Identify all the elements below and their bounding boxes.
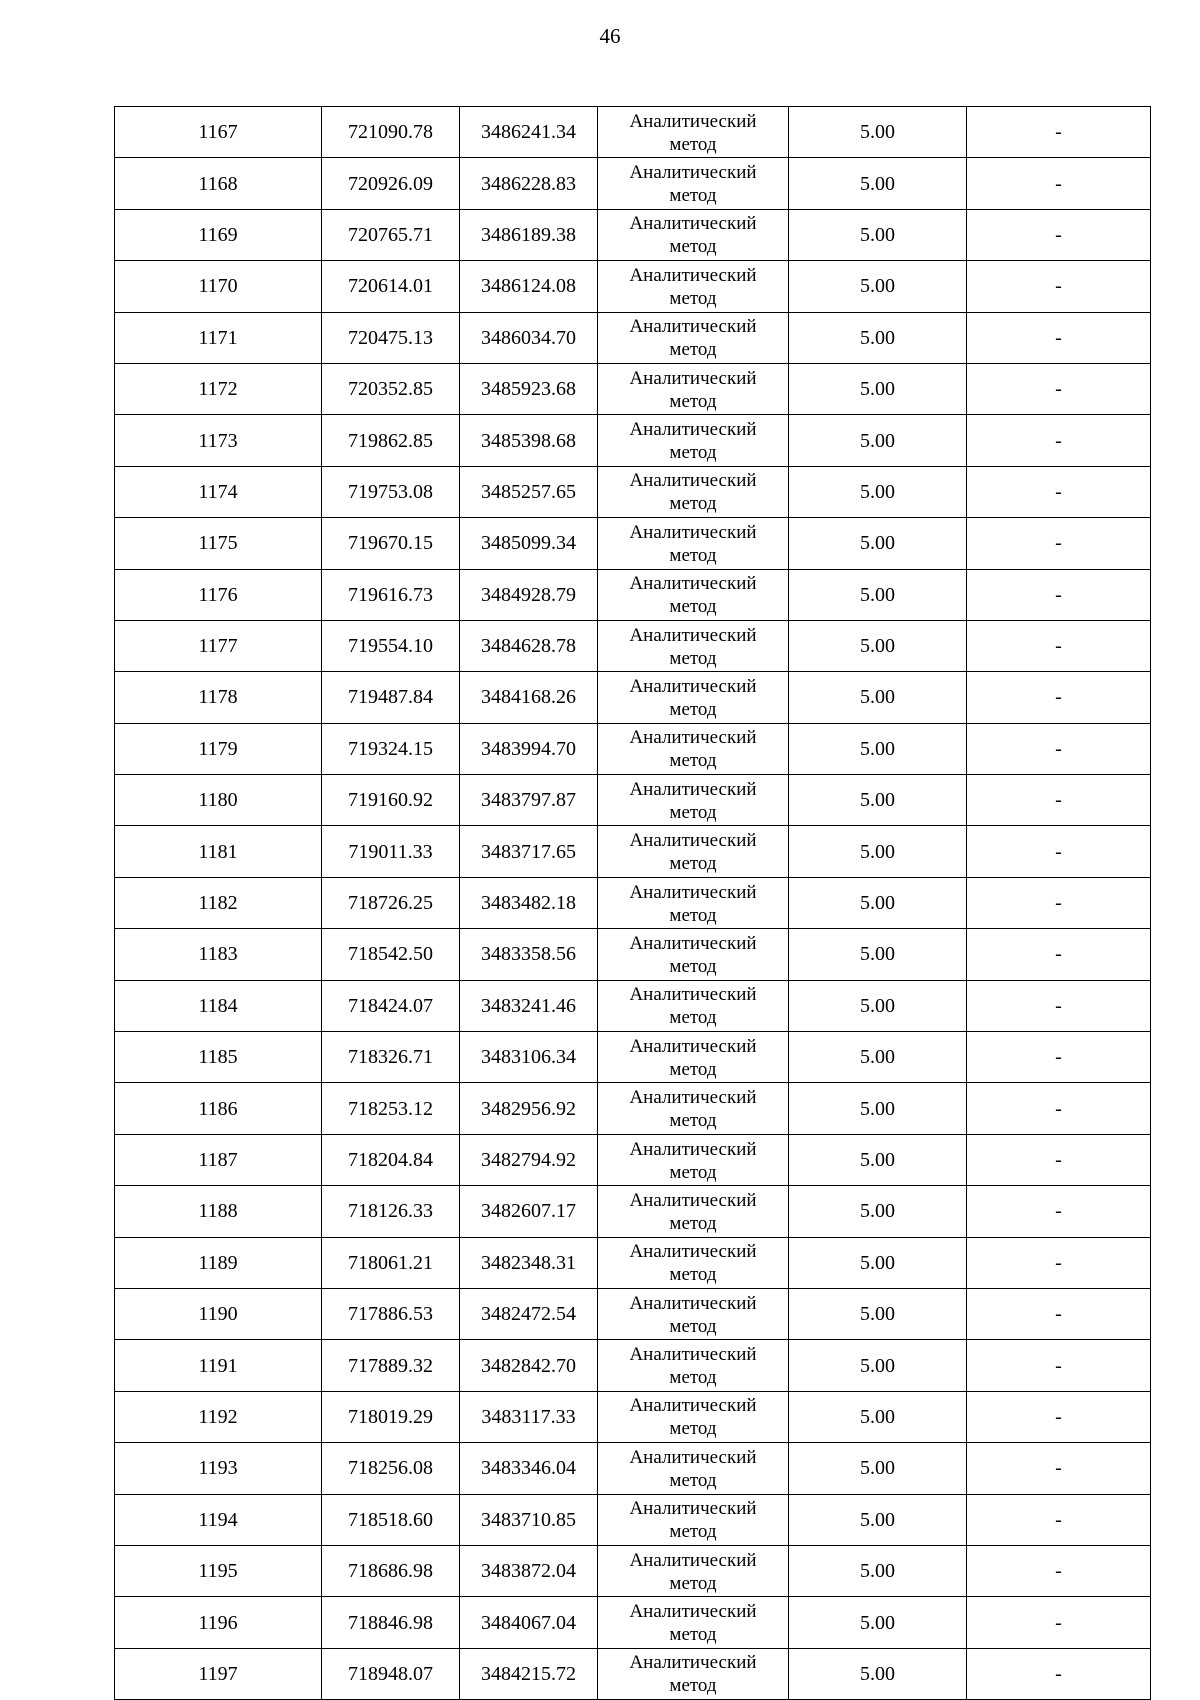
- table-row: [115, 1083, 1151, 1134]
- note-cell: -: [967, 1340, 1151, 1391]
- method-line: метод: [669, 1367, 717, 1389]
- table-row: [115, 466, 1151, 517]
- note-cell: -: [967, 1083, 1151, 1134]
- method-line: Аналитический: [629, 1138, 757, 1160]
- method-line: метод: [669, 133, 717, 155]
- table-row: [115, 312, 1151, 363]
- point-number-cell: 1171: [115, 312, 322, 363]
- method-cell: [598, 312, 789, 363]
- note-cell: -: [967, 826, 1151, 877]
- method-cell: [598, 261, 789, 312]
- method-line: Аналитический: [629, 624, 757, 646]
- method-line: метод: [669, 1624, 717, 1646]
- method-cell: [598, 1288, 789, 1339]
- table-row: [115, 261, 1151, 312]
- accuracy-cell: 5.00: [789, 620, 967, 671]
- table-row: [115, 1545, 1151, 1596]
- table-row: [115, 877, 1151, 928]
- method-line: Аналитический: [629, 110, 757, 132]
- point-number-cell: 1179: [115, 723, 322, 774]
- note-cell: -: [967, 107, 1151, 158]
- y-coordinate-cell: 3486189.38: [460, 209, 598, 260]
- point-number-cell: 1186: [115, 1083, 322, 1134]
- point-number-cell: 1169: [115, 209, 322, 260]
- x-coordinate-cell: 720926.09: [322, 158, 460, 209]
- accuracy-cell: 5.00: [789, 1186, 967, 1237]
- table-row: [115, 1648, 1151, 1699]
- method-cell: [598, 466, 789, 517]
- y-coordinate-cell: 3484928.79: [460, 569, 598, 620]
- y-coordinate-cell: 3483117.33: [460, 1391, 598, 1442]
- table-row: [115, 929, 1151, 980]
- method-line: метод: [669, 339, 717, 361]
- method-line: Аналитический: [629, 1652, 757, 1674]
- y-coordinate-cell: 3485923.68: [460, 363, 598, 414]
- y-coordinate-cell: 3483717.65: [460, 826, 598, 877]
- method-line: Аналитический: [629, 367, 757, 389]
- note-cell: -: [967, 1134, 1151, 1185]
- point-number-cell: 1194: [115, 1494, 322, 1545]
- point-number-cell: 1167: [115, 107, 322, 158]
- accuracy-cell: 5.00: [789, 1648, 967, 1699]
- y-coordinate-cell: 3484628.78: [460, 620, 598, 671]
- x-coordinate-cell: 719160.92: [322, 775, 460, 826]
- method-line: Аналитический: [629, 1446, 757, 1468]
- x-coordinate-cell: 717889.32: [322, 1340, 460, 1391]
- method-line: метод: [669, 1521, 717, 1543]
- method-cell: [598, 672, 789, 723]
- note-cell: -: [967, 1391, 1151, 1442]
- x-coordinate-cell: 720765.71: [322, 209, 460, 260]
- x-coordinate-cell: 718253.12: [322, 1083, 460, 1134]
- note-cell: -: [967, 261, 1151, 312]
- note-cell: -: [967, 1494, 1151, 1545]
- accuracy-cell: 5.00: [789, 569, 967, 620]
- method-line: метод: [669, 1675, 717, 1697]
- table-row: [115, 363, 1151, 414]
- y-coordinate-cell: 3482794.92: [460, 1134, 598, 1185]
- method-line: Аналитический: [629, 1087, 757, 1109]
- note-cell: -: [967, 1648, 1151, 1699]
- y-coordinate-cell: 3483994.70: [460, 723, 598, 774]
- x-coordinate-cell: 718542.50: [322, 929, 460, 980]
- method-cell: [598, 1237, 789, 1288]
- method-line: Аналитический: [629, 162, 757, 184]
- y-coordinate-cell: 3485398.68: [460, 415, 598, 466]
- accuracy-cell: 5.00: [789, 980, 967, 1031]
- method-line: метод: [669, 853, 717, 875]
- point-number-cell: 1176: [115, 569, 322, 620]
- method-line: Аналитический: [629, 830, 757, 852]
- point-number-cell: 1187: [115, 1134, 322, 1185]
- method-line: метод: [669, 955, 717, 977]
- x-coordinate-cell: 719011.33: [322, 826, 460, 877]
- coordinates-table: [114, 106, 1151, 1700]
- y-coordinate-cell: 3486241.34: [460, 107, 598, 158]
- accuracy-cell: 5.00: [789, 363, 967, 414]
- x-coordinate-cell: 718126.33: [322, 1186, 460, 1237]
- method-cell: [598, 1545, 789, 1596]
- method-cell: [598, 1648, 789, 1699]
- x-coordinate-cell: 718948.07: [322, 1648, 460, 1699]
- point-number-cell: 1174: [115, 466, 322, 517]
- method-line: Аналитический: [629, 1035, 757, 1057]
- table-row: [115, 672, 1151, 723]
- note-cell: -: [967, 415, 1151, 466]
- point-number-cell: 1172: [115, 363, 322, 414]
- table-row: [115, 826, 1151, 877]
- x-coordinate-cell: 719487.84: [322, 672, 460, 723]
- table-row: [115, 1032, 1151, 1083]
- point-number-cell: 1178: [115, 672, 322, 723]
- note-cell: -: [967, 1597, 1151, 1648]
- method-line: Аналитический: [629, 1498, 757, 1520]
- page-number: 46: [599, 24, 621, 48]
- table-row: [115, 775, 1151, 826]
- accuracy-cell: 5.00: [789, 1494, 967, 1545]
- method-line: метод: [669, 1161, 717, 1183]
- method-line: метод: [669, 236, 717, 258]
- y-coordinate-cell: 3483797.87: [460, 775, 598, 826]
- point-number-cell: 1188: [115, 1186, 322, 1237]
- method-cell: [598, 723, 789, 774]
- accuracy-cell: 5.00: [789, 723, 967, 774]
- table-row: [115, 980, 1151, 1031]
- accuracy-cell: 5.00: [789, 877, 967, 928]
- point-number-cell: 1180: [115, 775, 322, 826]
- x-coordinate-cell: 719324.15: [322, 723, 460, 774]
- point-number-cell: 1191: [115, 1340, 322, 1391]
- method-line: Аналитический: [629, 573, 757, 595]
- method-line: Аналитический: [629, 419, 757, 441]
- method-line: метод: [669, 544, 717, 566]
- point-number-cell: 1195: [115, 1545, 322, 1596]
- table-body: [115, 107, 1151, 1700]
- x-coordinate-cell: 718846.98: [322, 1597, 460, 1648]
- method-cell: [598, 209, 789, 260]
- method-cell: [598, 363, 789, 414]
- y-coordinate-cell: 3484215.72: [460, 1648, 598, 1699]
- method-line: Аналитический: [629, 521, 757, 543]
- note-cell: -: [967, 980, 1151, 1031]
- method-line: метод: [669, 1418, 717, 1440]
- table-row: [115, 569, 1151, 620]
- method-line: метод: [669, 493, 717, 515]
- note-cell: -: [967, 877, 1151, 928]
- note-cell: -: [967, 158, 1151, 209]
- method-cell: [598, 1032, 789, 1083]
- y-coordinate-cell: 3483872.04: [460, 1545, 598, 1596]
- point-number-cell: 1196: [115, 1597, 322, 1648]
- accuracy-cell: 5.00: [789, 158, 967, 209]
- x-coordinate-cell: 718204.84: [322, 1134, 460, 1185]
- table-row: [115, 1186, 1151, 1237]
- point-number-cell: 1189: [115, 1237, 322, 1288]
- method-line: метод: [669, 698, 717, 720]
- method-line: метод: [669, 1110, 717, 1132]
- accuracy-cell: 5.00: [789, 1340, 967, 1391]
- note-cell: -: [967, 1443, 1151, 1494]
- method-cell: [598, 518, 789, 569]
- accuracy-cell: 5.00: [789, 1443, 967, 1494]
- x-coordinate-cell: 720352.85: [322, 363, 460, 414]
- table-row: [115, 518, 1151, 569]
- note-cell: -: [967, 1545, 1151, 1596]
- x-coordinate-cell: 719616.73: [322, 569, 460, 620]
- method-line: метод: [669, 1212, 717, 1234]
- note-cell: -: [967, 723, 1151, 774]
- x-coordinate-cell: 718518.60: [322, 1494, 460, 1545]
- accuracy-cell: 5.00: [789, 775, 967, 826]
- x-coordinate-cell: 718726.25: [322, 877, 460, 928]
- x-coordinate-cell: 718256.08: [322, 1443, 460, 1494]
- method-line: метод: [669, 1469, 717, 1491]
- y-coordinate-cell: 3483482.18: [460, 877, 598, 928]
- note-cell: -: [967, 1186, 1151, 1237]
- method-cell: [598, 929, 789, 980]
- accuracy-cell: 5.00: [789, 1391, 967, 1442]
- table-row: [115, 1288, 1151, 1339]
- method-cell: [598, 1494, 789, 1545]
- note-cell: -: [967, 363, 1151, 414]
- method-line: Аналитический: [629, 778, 757, 800]
- method-cell: [598, 415, 789, 466]
- note-cell: -: [967, 569, 1151, 620]
- accuracy-cell: 5.00: [789, 1134, 967, 1185]
- method-line: Аналитический: [629, 881, 757, 903]
- x-coordinate-cell: 718061.21: [322, 1237, 460, 1288]
- method-line: метод: [669, 390, 717, 412]
- y-coordinate-cell: 3486034.70: [460, 312, 598, 363]
- x-coordinate-cell: 719670.15: [322, 518, 460, 569]
- x-coordinate-cell: 721090.78: [322, 107, 460, 158]
- table-row: [115, 1597, 1151, 1648]
- method-line: Аналитический: [629, 727, 757, 749]
- note-cell: -: [967, 620, 1151, 671]
- accuracy-cell: 5.00: [789, 107, 967, 158]
- accuracy-cell: 5.00: [789, 1237, 967, 1288]
- method-line: Аналитический: [629, 1292, 757, 1314]
- accuracy-cell: 5.00: [789, 466, 967, 517]
- note-cell: -: [967, 929, 1151, 980]
- method-cell: [598, 877, 789, 928]
- method-line: Аналитический: [629, 264, 757, 286]
- y-coordinate-cell: 3482842.70: [460, 1340, 598, 1391]
- table-row: [115, 107, 1151, 158]
- method-line: метод: [669, 185, 717, 207]
- x-coordinate-cell: 719862.85: [322, 415, 460, 466]
- table-row: [115, 723, 1151, 774]
- y-coordinate-cell: 3482348.31: [460, 1237, 598, 1288]
- accuracy-cell: 5.00: [789, 415, 967, 466]
- method-line: Аналитический: [629, 984, 757, 1006]
- table-row: [115, 1237, 1151, 1288]
- note-cell: -: [967, 672, 1151, 723]
- y-coordinate-cell: 3485099.34: [460, 518, 598, 569]
- method-cell: [598, 569, 789, 620]
- table-row: [115, 620, 1151, 671]
- y-coordinate-cell: 3483241.46: [460, 980, 598, 1031]
- accuracy-cell: 5.00: [789, 1032, 967, 1083]
- y-coordinate-cell: 3482607.17: [460, 1186, 598, 1237]
- note-cell: -: [967, 1288, 1151, 1339]
- method-line: метод: [669, 1572, 717, 1594]
- y-coordinate-cell: 3482956.92: [460, 1083, 598, 1134]
- method-line: метод: [669, 801, 717, 823]
- table-row: [115, 158, 1151, 209]
- method-line: метод: [669, 287, 717, 309]
- point-number-cell: 1175: [115, 518, 322, 569]
- x-coordinate-cell: 720614.01: [322, 261, 460, 312]
- x-coordinate-cell: 717886.53: [322, 1288, 460, 1339]
- x-coordinate-cell: 718019.29: [322, 1391, 460, 1442]
- method-cell: [598, 620, 789, 671]
- point-number-cell: 1170: [115, 261, 322, 312]
- x-coordinate-cell: 719554.10: [322, 620, 460, 671]
- method-line: Аналитический: [629, 470, 757, 492]
- method-line: метод: [669, 1058, 717, 1080]
- x-coordinate-cell: 718424.07: [322, 980, 460, 1031]
- accuracy-cell: 5.00: [789, 672, 967, 723]
- method-cell: [598, 1186, 789, 1237]
- method-line: метод: [669, 442, 717, 464]
- table-row: [115, 1134, 1151, 1185]
- note-cell: -: [967, 1032, 1151, 1083]
- method-line: метод: [669, 647, 717, 669]
- method-line: Аналитический: [629, 1344, 757, 1366]
- point-number-cell: 1197: [115, 1648, 322, 1699]
- note-cell: -: [967, 1237, 1151, 1288]
- method-cell: [598, 980, 789, 1031]
- method-line: Аналитический: [629, 316, 757, 338]
- method-cell: [598, 1134, 789, 1185]
- point-number-cell: 1173: [115, 415, 322, 466]
- method-line: метод: [669, 1315, 717, 1337]
- table-row: [115, 1443, 1151, 1494]
- method-line: Аналитический: [629, 932, 757, 954]
- y-coordinate-cell: 3484067.04: [460, 1597, 598, 1648]
- method-line: метод: [669, 596, 717, 618]
- x-coordinate-cell: 720475.13: [322, 312, 460, 363]
- accuracy-cell: 5.00: [789, 826, 967, 877]
- accuracy-cell: 5.00: [789, 209, 967, 260]
- y-coordinate-cell: 3484168.26: [460, 672, 598, 723]
- method-cell: [598, 107, 789, 158]
- method-line: метод: [669, 1007, 717, 1029]
- note-cell: -: [967, 312, 1151, 363]
- point-number-cell: 1168: [115, 158, 322, 209]
- accuracy-cell: 5.00: [789, 1288, 967, 1339]
- method-line: метод: [669, 750, 717, 772]
- method-line: Аналитический: [629, 675, 757, 697]
- y-coordinate-cell: 3483106.34: [460, 1032, 598, 1083]
- accuracy-cell: 5.00: [789, 518, 967, 569]
- point-number-cell: 1184: [115, 980, 322, 1031]
- x-coordinate-cell: 718326.71: [322, 1032, 460, 1083]
- method-line: метод: [669, 1264, 717, 1286]
- y-coordinate-cell: 3485257.65: [460, 466, 598, 517]
- method-line: Аналитический: [629, 1241, 757, 1263]
- accuracy-cell: 5.00: [789, 261, 967, 312]
- x-coordinate-cell: 719753.08: [322, 466, 460, 517]
- y-coordinate-cell: 3482472.54: [460, 1288, 598, 1339]
- method-cell: [598, 1443, 789, 1494]
- point-number-cell: 1192: [115, 1391, 322, 1442]
- method-cell: [598, 1340, 789, 1391]
- accuracy-cell: 5.00: [789, 312, 967, 363]
- table-row: [115, 1391, 1151, 1442]
- y-coordinate-cell: 3483346.04: [460, 1443, 598, 1494]
- accuracy-cell: 5.00: [789, 1597, 967, 1648]
- table-row: [115, 1494, 1151, 1545]
- method-line: Аналитический: [629, 1395, 757, 1417]
- method-line: метод: [669, 904, 717, 926]
- y-coordinate-cell: 3483358.56: [460, 929, 598, 980]
- x-coordinate-cell: 718686.98: [322, 1545, 460, 1596]
- note-cell: -: [967, 518, 1151, 569]
- note-cell: -: [967, 209, 1151, 260]
- table-row: [115, 209, 1151, 260]
- accuracy-cell: 5.00: [789, 929, 967, 980]
- note-cell: -: [967, 775, 1151, 826]
- point-number-cell: 1182: [115, 877, 322, 928]
- y-coordinate-cell: 3486228.83: [460, 158, 598, 209]
- method-cell: [598, 158, 789, 209]
- method-line: Аналитический: [629, 1549, 757, 1571]
- y-coordinate-cell: 3486124.08: [460, 261, 598, 312]
- method-cell: [598, 826, 789, 877]
- method-line: Аналитический: [629, 1189, 757, 1211]
- method-cell: [598, 1391, 789, 1442]
- y-coordinate-cell: 3483710.85: [460, 1494, 598, 1545]
- point-number-cell: 1177: [115, 620, 322, 671]
- accuracy-cell: 5.00: [789, 1083, 967, 1134]
- method-line: Аналитический: [629, 213, 757, 235]
- method-cell: [598, 1597, 789, 1648]
- note-cell: -: [967, 466, 1151, 517]
- point-number-cell: 1185: [115, 1032, 322, 1083]
- point-number-cell: 1190: [115, 1288, 322, 1339]
- method-cell: [598, 775, 789, 826]
- accuracy-cell: 5.00: [789, 1545, 967, 1596]
- table-row: [115, 415, 1151, 466]
- method-line: Аналитический: [629, 1601, 757, 1623]
- point-number-cell: 1193: [115, 1443, 322, 1494]
- method-cell: [598, 1083, 789, 1134]
- table-row: [115, 1340, 1151, 1391]
- point-number-cell: 1183: [115, 929, 322, 980]
- point-number-cell: 1181: [115, 826, 322, 877]
